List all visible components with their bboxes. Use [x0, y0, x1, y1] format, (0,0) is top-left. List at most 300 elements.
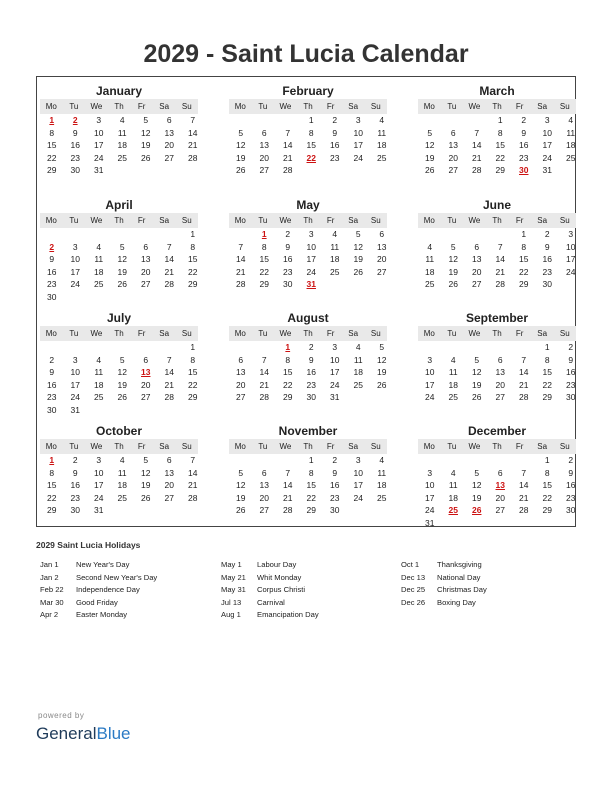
day-cell: 29	[188, 392, 198, 403]
holidays-title: 2029 Saint Lucia Holidays	[36, 540, 141, 550]
day-cell: 30	[70, 165, 80, 176]
empty-cell	[253, 114, 277, 127]
day-cell: 20	[141, 379, 151, 390]
day-cell: 19	[448, 266, 458, 277]
weekday-label: Sa	[537, 216, 548, 225]
day-cell: 29	[306, 505, 316, 516]
holiday-column	[221, 559, 319, 622]
day-grid	[229, 114, 387, 177]
day-cell: 19	[425, 152, 435, 163]
weekday-label: Mo	[423, 329, 435, 338]
weekday-label: We	[279, 329, 292, 338]
day-cell: 19	[472, 492, 482, 503]
holiday-name: Whit Monday	[257, 572, 302, 582]
day-cell: 12	[377, 354, 387, 365]
day-cell: 5	[355, 229, 361, 239]
weekday-label: Sa	[348, 102, 359, 111]
day-cell: 16	[330, 480, 340, 491]
empty-cell	[489, 228, 513, 241]
day-cell: 6	[261, 127, 267, 138]
day-cell: 7	[261, 354, 267, 365]
weekday-label: Mo	[423, 442, 435, 451]
day-cell: 5	[238, 467, 244, 478]
weekday-header	[418, 99, 576, 114]
day-cell: 1	[308, 115, 314, 125]
month-name: December	[467, 424, 527, 438]
weekday-label: Th	[492, 216, 502, 225]
day-cell: 19	[236, 492, 246, 503]
day-cell: 6	[450, 127, 456, 138]
weekday-header	[229, 326, 387, 341]
day-cell: 23	[47, 392, 57, 403]
empty-cell	[418, 228, 442, 241]
day-cell: 26	[117, 279, 127, 290]
day-cell: 20	[259, 492, 269, 503]
day-cell: 21	[283, 492, 293, 503]
day-cell: 31	[306, 279, 316, 290]
day-cell: 8	[285, 354, 291, 365]
day-cell: 2	[49, 241, 55, 252]
day-cell: 13	[495, 480, 505, 491]
day-cell: 1	[544, 342, 550, 352]
day-cell: 4	[355, 342, 361, 352]
holiday-date: Aug 1	[221, 610, 241, 619]
day-cell: 2	[568, 342, 574, 352]
holiday-name: Emancipation Day	[257, 610, 319, 619]
day-cell: 15	[306, 480, 316, 491]
day-cell: 6	[166, 455, 172, 465]
month-block	[418, 424, 576, 530]
holiday-row	[40, 584, 157, 597]
day-cell: 12	[117, 367, 127, 378]
day-cell: 27	[377, 266, 387, 277]
empty-cell	[442, 114, 466, 127]
month-block	[40, 84, 198, 177]
day-cell: 21	[164, 379, 174, 390]
day-cell: 8	[308, 467, 314, 478]
day-cell: 21	[519, 492, 529, 503]
day-cell: 8	[497, 127, 503, 138]
day-cell: 18	[448, 492, 458, 503]
empty-cell	[489, 341, 513, 354]
day-cell: 8	[190, 354, 196, 365]
day-cell: 25	[566, 152, 576, 163]
weekday-label: Fr	[137, 102, 146, 111]
day-cell: 11	[425, 254, 435, 265]
day-cell: 25	[448, 392, 458, 403]
day-cell: 14	[259, 367, 269, 378]
empty-cell	[253, 341, 277, 354]
day-cell: 6	[166, 115, 172, 125]
empty-cell	[442, 228, 466, 241]
day-cell: 22	[259, 266, 269, 277]
day-cell: 8	[521, 241, 527, 252]
holiday-date: Feb 22	[40, 585, 64, 594]
day-cell: 8	[308, 127, 314, 138]
weekday-label: We	[279, 216, 292, 225]
weekday-label: Sa	[159, 442, 170, 451]
empty-cell	[158, 341, 182, 354]
day-cell: 14	[495, 254, 505, 265]
day-cell: 7	[166, 241, 172, 252]
day-cell: 23	[70, 152, 80, 163]
weekday-label: Tu	[69, 216, 79, 225]
brand-general: General	[36, 724, 97, 743]
day-cell: 27	[164, 492, 174, 503]
holiday-column	[401, 559, 487, 609]
day-cell: 17	[542, 140, 552, 151]
day-cell: 16	[566, 367, 576, 378]
day-cell: 28	[519, 505, 529, 516]
day-cell: 12	[472, 367, 482, 378]
empty-cell	[442, 341, 466, 354]
day-cell: 23	[330, 492, 340, 503]
day-cell: 12	[472, 480, 482, 491]
weekday-label: Fr	[515, 102, 524, 111]
day-cell: 15	[495, 140, 505, 151]
day-cell: 26	[472, 392, 482, 403]
weekday-label: Mo	[234, 216, 246, 225]
holiday-name: Boxing Day	[437, 597, 476, 607]
day-cell: 19	[141, 480, 151, 491]
day-cell: 18	[330, 254, 340, 265]
day-cell: 23	[330, 152, 340, 163]
day-cell: 12	[425, 140, 435, 151]
day-cell: 3	[96, 455, 102, 465]
holiday-date: Oct 1	[401, 560, 420, 569]
empty-cell	[40, 341, 64, 354]
day-cell: 25	[353, 379, 363, 390]
day-cell: 27	[448, 165, 458, 176]
day-cell: 26	[377, 379, 387, 390]
day-cell: 5	[238, 127, 244, 138]
day-cell: 4	[332, 229, 338, 239]
day-cell: 4	[450, 467, 456, 478]
brand-blue: Blue	[96, 724, 131, 743]
day-cell: 27	[141, 392, 151, 403]
month-name: January	[95, 84, 143, 98]
day-cell: 10	[566, 241, 576, 252]
day-cell: 30	[70, 505, 80, 516]
day-cell: 4	[427, 241, 433, 252]
day-cell: 1	[190, 342, 196, 352]
day-cell: 24	[353, 492, 363, 503]
holiday-name: Christmas Day	[437, 585, 487, 594]
empty-cell	[40, 228, 64, 241]
day-cell: 26	[448, 279, 458, 290]
day-cell: 22	[188, 266, 198, 277]
day-cell: 10	[425, 480, 435, 491]
holiday-name: New Year's Day	[76, 560, 130, 569]
day-cell: 20	[259, 152, 269, 163]
weekday-label: Mo	[423, 102, 435, 111]
holiday-row	[401, 597, 487, 610]
weekday-label: Tu	[447, 442, 457, 451]
weekday-label: Sa	[348, 216, 359, 225]
month-block	[229, 198, 387, 291]
day-grid	[229, 454, 387, 517]
day-cell: 17	[330, 367, 340, 378]
day-cell: 5	[474, 354, 480, 365]
day-cell: 10	[94, 127, 104, 138]
empty-cell	[87, 228, 111, 241]
day-cell: 2	[544, 229, 550, 239]
day-cell: 16	[330, 140, 340, 151]
day-cell: 1	[544, 455, 550, 465]
day-cell: 22	[542, 492, 552, 503]
day-cell: 8	[49, 467, 55, 478]
day-cell: 24	[542, 152, 552, 163]
weekday-label: Fr	[515, 216, 524, 225]
day-cell: 13	[164, 127, 174, 138]
day-cell: 25	[377, 492, 387, 503]
empty-cell	[465, 228, 489, 241]
day-cell: 29	[519, 279, 529, 290]
day-cell: 22	[495, 152, 505, 163]
day-cell: 22	[542, 379, 552, 390]
day-cell: 3	[427, 467, 433, 478]
day-cell: 25	[94, 392, 104, 403]
weekday-label: Th	[114, 102, 124, 111]
holiday-name: Second New Year's Day	[76, 572, 158, 582]
day-cell: 20	[164, 480, 174, 491]
day-cell: 22	[47, 492, 57, 503]
day-cell: 3	[355, 115, 361, 125]
weekday-label: We	[279, 102, 292, 111]
day-cell: 7	[238, 241, 244, 252]
holiday-row	[401, 584, 487, 597]
weekday-label: Su	[370, 329, 381, 338]
month-block	[229, 311, 387, 404]
weekday-label: Sa	[159, 216, 170, 225]
day-cell: 16	[519, 140, 529, 151]
day-cell: 22	[47, 152, 57, 163]
day-grid	[40, 228, 198, 304]
weekday-label: Su	[559, 329, 570, 338]
day-cell: 25	[117, 492, 127, 503]
day-cell: 3	[96, 115, 102, 125]
day-cell: 5	[119, 354, 125, 365]
day-cell: 28	[259, 392, 269, 403]
day-cell: 10	[330, 354, 340, 365]
weekday-header	[418, 213, 576, 228]
weekday-label: Th	[303, 102, 313, 111]
day-cell: 11	[330, 241, 340, 252]
day-cell: 7	[166, 354, 172, 365]
weekday-label: Fr	[137, 216, 146, 225]
day-cell: 4	[96, 241, 102, 252]
day-cell: 27	[259, 165, 269, 176]
weekday-label: We	[90, 442, 103, 451]
weekday-label: Th	[303, 442, 313, 451]
day-cell: 13	[236, 367, 246, 378]
day-cell: 22	[519, 266, 529, 277]
day-cell: 27	[164, 152, 174, 163]
day-cell: 16	[542, 254, 552, 265]
day-cell: 7	[474, 127, 480, 138]
day-cell: 2	[308, 342, 314, 352]
holiday-name: Labour Day	[257, 560, 297, 569]
day-cell: 11	[94, 367, 104, 378]
day-cell: 23	[566, 492, 576, 503]
day-cell: 30	[566, 505, 576, 516]
day-cell: 7	[521, 354, 527, 365]
empty-cell	[465, 454, 489, 467]
day-cell: 23	[542, 266, 552, 277]
weekday-label: Su	[181, 102, 192, 111]
day-cell: 21	[283, 152, 293, 163]
day-cell: 2	[332, 455, 338, 465]
holiday-name: Independence Day	[76, 585, 140, 594]
day-cell: 22	[283, 379, 293, 390]
day-cell: 14	[164, 254, 174, 265]
empty-cell	[134, 228, 158, 241]
holiday-date: May 21	[221, 572, 246, 582]
day-cell: 3	[72, 354, 78, 365]
day-cell: 11	[377, 467, 387, 478]
day-cell: 9	[49, 254, 55, 265]
empty-cell	[229, 228, 253, 241]
holiday-row	[40, 572, 157, 585]
weekday-label: We	[90, 329, 103, 338]
day-cell: 10	[94, 467, 104, 478]
weekday-label: We	[279, 442, 292, 451]
day-cell: 2	[49, 354, 55, 365]
weekday-label: Th	[492, 102, 502, 111]
day-cell: 11	[448, 480, 458, 491]
weekday-label: Su	[559, 216, 570, 225]
day-cell: 27	[259, 505, 269, 516]
holiday-row	[40, 597, 157, 610]
day-grid	[40, 114, 198, 177]
month-name: February	[282, 84, 334, 98]
day-cell: 4	[450, 354, 456, 365]
empty-cell	[229, 114, 253, 127]
day-cell: 9	[544, 241, 550, 252]
holiday-row	[40, 609, 157, 622]
day-cell: 3	[544, 115, 550, 125]
weekday-header	[418, 439, 576, 454]
holiday-date: Jan 1	[40, 560, 59, 569]
day-cell: 19	[353, 254, 363, 265]
day-cell: 14	[519, 367, 529, 378]
weekday-label: Tu	[447, 216, 457, 225]
weekday-header	[40, 99, 198, 114]
page-title: 2029 - Saint Lucia Calendar	[143, 40, 469, 68]
weekday-label: We	[90, 102, 103, 111]
empty-cell	[111, 228, 135, 241]
weekday-label: Fr	[515, 442, 524, 451]
day-cell: 2	[521, 115, 527, 125]
month-block	[418, 198, 576, 291]
holiday-row	[40, 559, 157, 572]
month-block	[40, 311, 198, 417]
day-cell: 9	[72, 467, 78, 478]
holiday-name: Corpus Christi	[257, 585, 306, 594]
weekday-label: Su	[559, 442, 570, 451]
day-cell: 26	[141, 492, 151, 503]
day-cell: 18	[377, 140, 387, 151]
weekday-header	[418, 326, 576, 341]
day-cell: 24	[425, 392, 435, 403]
day-cell: 9	[285, 241, 291, 252]
day-cell: 2	[332, 115, 338, 125]
day-cell: 12	[117, 254, 127, 265]
day-cell: 6	[261, 467, 267, 478]
weekday-label: Tu	[69, 329, 79, 338]
day-cell: 8	[544, 354, 550, 365]
day-cell: 27	[495, 505, 505, 516]
day-cell: 1	[308, 455, 314, 465]
day-cell: 28	[236, 279, 246, 290]
day-cell: 29	[542, 392, 552, 403]
day-cell: 17	[353, 480, 363, 491]
day-cell: 20	[495, 379, 505, 390]
day-cell: 15	[519, 254, 529, 265]
weekday-label: Sa	[159, 102, 170, 111]
day-cell: 31	[70, 404, 80, 415]
day-cell: 24	[425, 505, 435, 516]
empty-cell	[229, 454, 253, 467]
empty-cell	[158, 228, 182, 241]
day-cell: 12	[236, 140, 246, 151]
weekday-label: Tu	[258, 216, 268, 225]
day-cell: 22	[306, 152, 316, 163]
day-cell: 28	[472, 165, 482, 176]
day-cell: 17	[70, 266, 80, 277]
day-cell: 30	[47, 291, 57, 302]
day-cell: 4	[379, 115, 385, 125]
day-cell: 28	[283, 165, 293, 176]
month-name: June	[482, 198, 511, 212]
day-cell: 11	[353, 354, 363, 365]
day-cell: 24	[94, 492, 104, 503]
weekday-label: We	[468, 216, 481, 225]
day-grid	[418, 228, 576, 291]
empty-cell	[418, 341, 442, 354]
weekday-header	[229, 213, 387, 228]
weekday-label: Su	[370, 102, 381, 111]
day-cell: 19	[472, 379, 482, 390]
day-cell: 29	[47, 505, 57, 516]
day-cell: 1	[49, 455, 55, 465]
holiday-date: Mar 30	[40, 597, 64, 607]
empty-cell	[489, 454, 513, 467]
holiday-row	[221, 609, 319, 622]
day-cell: 15	[259, 254, 269, 265]
weekday-label: Su	[370, 442, 381, 451]
day-cell: 17	[353, 140, 363, 151]
month-block	[229, 424, 387, 517]
day-cell: 24	[330, 379, 340, 390]
weekday-label: Th	[114, 442, 124, 451]
empty-cell	[418, 454, 442, 467]
day-cell: 29	[259, 279, 269, 290]
day-cell: 24	[94, 152, 104, 163]
day-cell: 12	[141, 127, 151, 138]
day-cell: 18	[353, 367, 363, 378]
day-cell: 1	[190, 229, 196, 239]
empty-cell	[442, 454, 466, 467]
day-cell: 30	[519, 165, 529, 176]
day-cell: 9	[49, 367, 55, 378]
weekday-label: Sa	[537, 442, 548, 451]
weekday-header	[229, 439, 387, 454]
weekday-label: We	[90, 216, 103, 225]
day-cell: 12	[448, 254, 458, 265]
day-cell: 17	[70, 379, 80, 390]
day-cell: 15	[542, 367, 552, 378]
